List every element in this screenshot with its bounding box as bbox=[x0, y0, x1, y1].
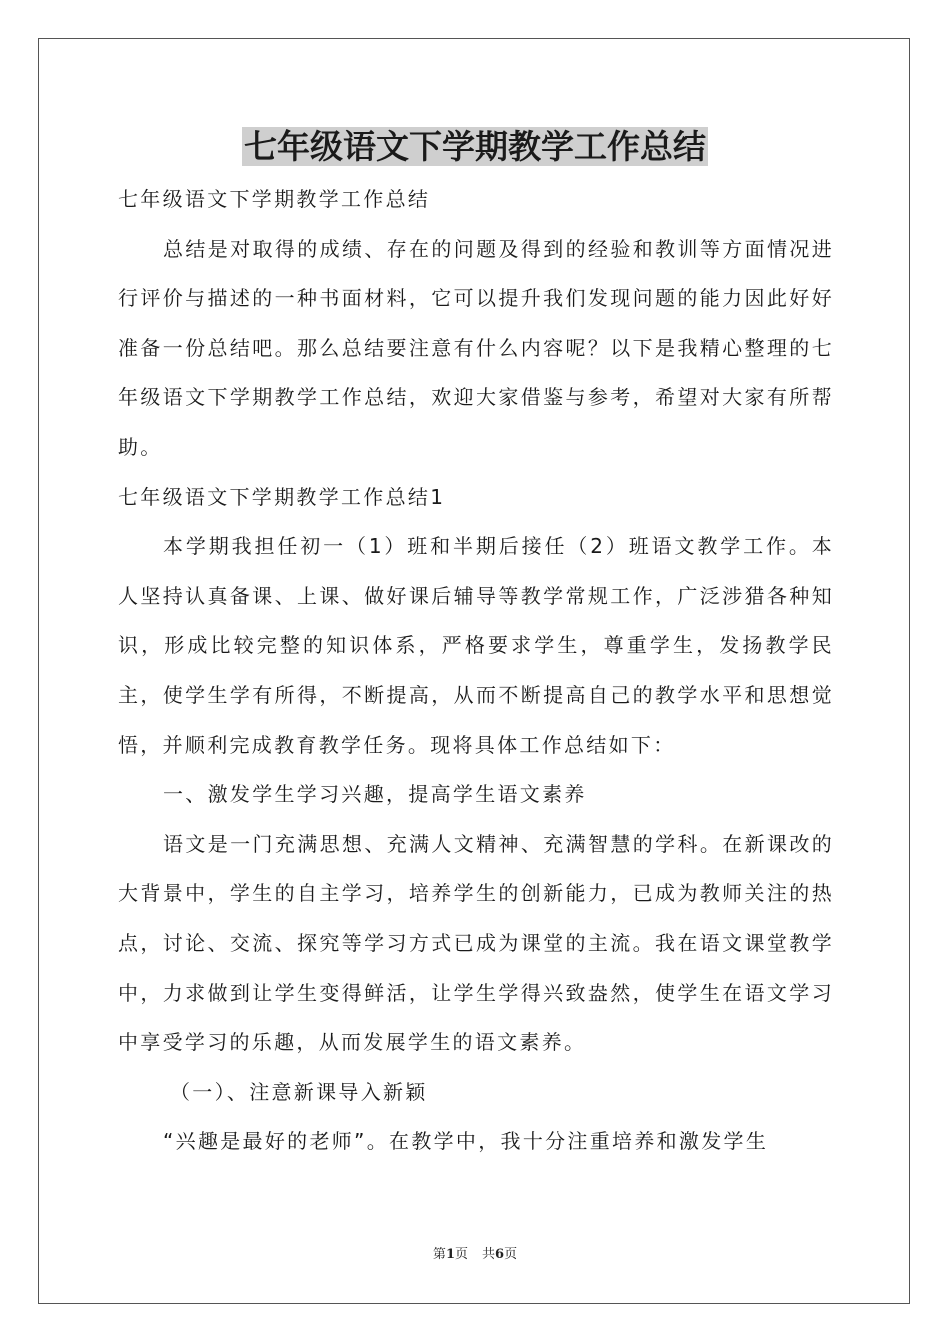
section-heading-1: 七年级语文下学期教学工作总结1 bbox=[118, 484, 446, 509]
document-title bbox=[0, 122, 950, 172]
footer-total-prefix: 共 bbox=[482, 1247, 496, 1262]
document-body bbox=[118, 175, 834, 1167]
footer-page-number: 1 bbox=[445, 1247, 455, 1262]
document-title-text: 七年级语文下学期教学工作总结 bbox=[244, 127, 706, 166]
footer-page-suffix: 页 bbox=[454, 1247, 468, 1262]
body-paragraph-3: “兴趣是最好的老师”。在教学中，我十分注重培养和激发学生 bbox=[163, 1129, 769, 1154]
footer-total-suffix: 页 bbox=[504, 1247, 518, 1262]
intro-paragraph: 总结是对取得的成绩、存在的问题及得到的经验和教训等方面情况进行评价与描述的一种书面材料，它可以提升我们发现问题的能力因此好好准备一份总结吧。那么总结要注意有什么内容呢？以下是我精心整理的七年级语文下学期教学工作总结，欢迎大家借鉴与参考，希望对大家有所帮助。 bbox=[118, 236, 834, 459]
page-footer bbox=[0, 1246, 950, 1264]
subsection-heading-1: 一、激发学生学习兴趣，提高学生语文素养 bbox=[163, 782, 587, 807]
body-paragraph-1: 本学期我担任初一（1）班和半期后接任（2）班语文教学工作。本人坚持认真备课、上课、做好课后辅导等教学常规工作，广泛涉猎各种知识，形成比较完整的知识体系，严格要求学生，尊重学生，发扬教学民主，使学生学有所得，不断提高，从而不断提高自己的教学水平和思想觉悟，并顺利完成教育教学任务。现将具体工作总结如下： bbox=[118, 534, 834, 757]
subtitle-paragraph: 七年级语文下学期教学工作总结 bbox=[118, 187, 431, 211]
body-paragraph-2: 语文是一门充满思想、充满人文精神、充满智慧的学科。在新课改的大背景中，学生的自主学习，培养学生的创新能力，已成为教师关注的热点，讨论、交流、探究等学习方式已成为课堂的主流。我在语文课堂教学中，力求做到让学生变得鲜活，让学生学得兴致盎然，使学生在语文学习中享受学习的乐趣，从而发展学生的语文素养。 bbox=[118, 831, 834, 1055]
footer-page-prefix: 第 bbox=[432, 1247, 446, 1262]
subsection-heading-2: （一）、注意新课导入新颖 bbox=[170, 1079, 428, 1104]
footer-total-pages: 6 bbox=[495, 1247, 505, 1262]
